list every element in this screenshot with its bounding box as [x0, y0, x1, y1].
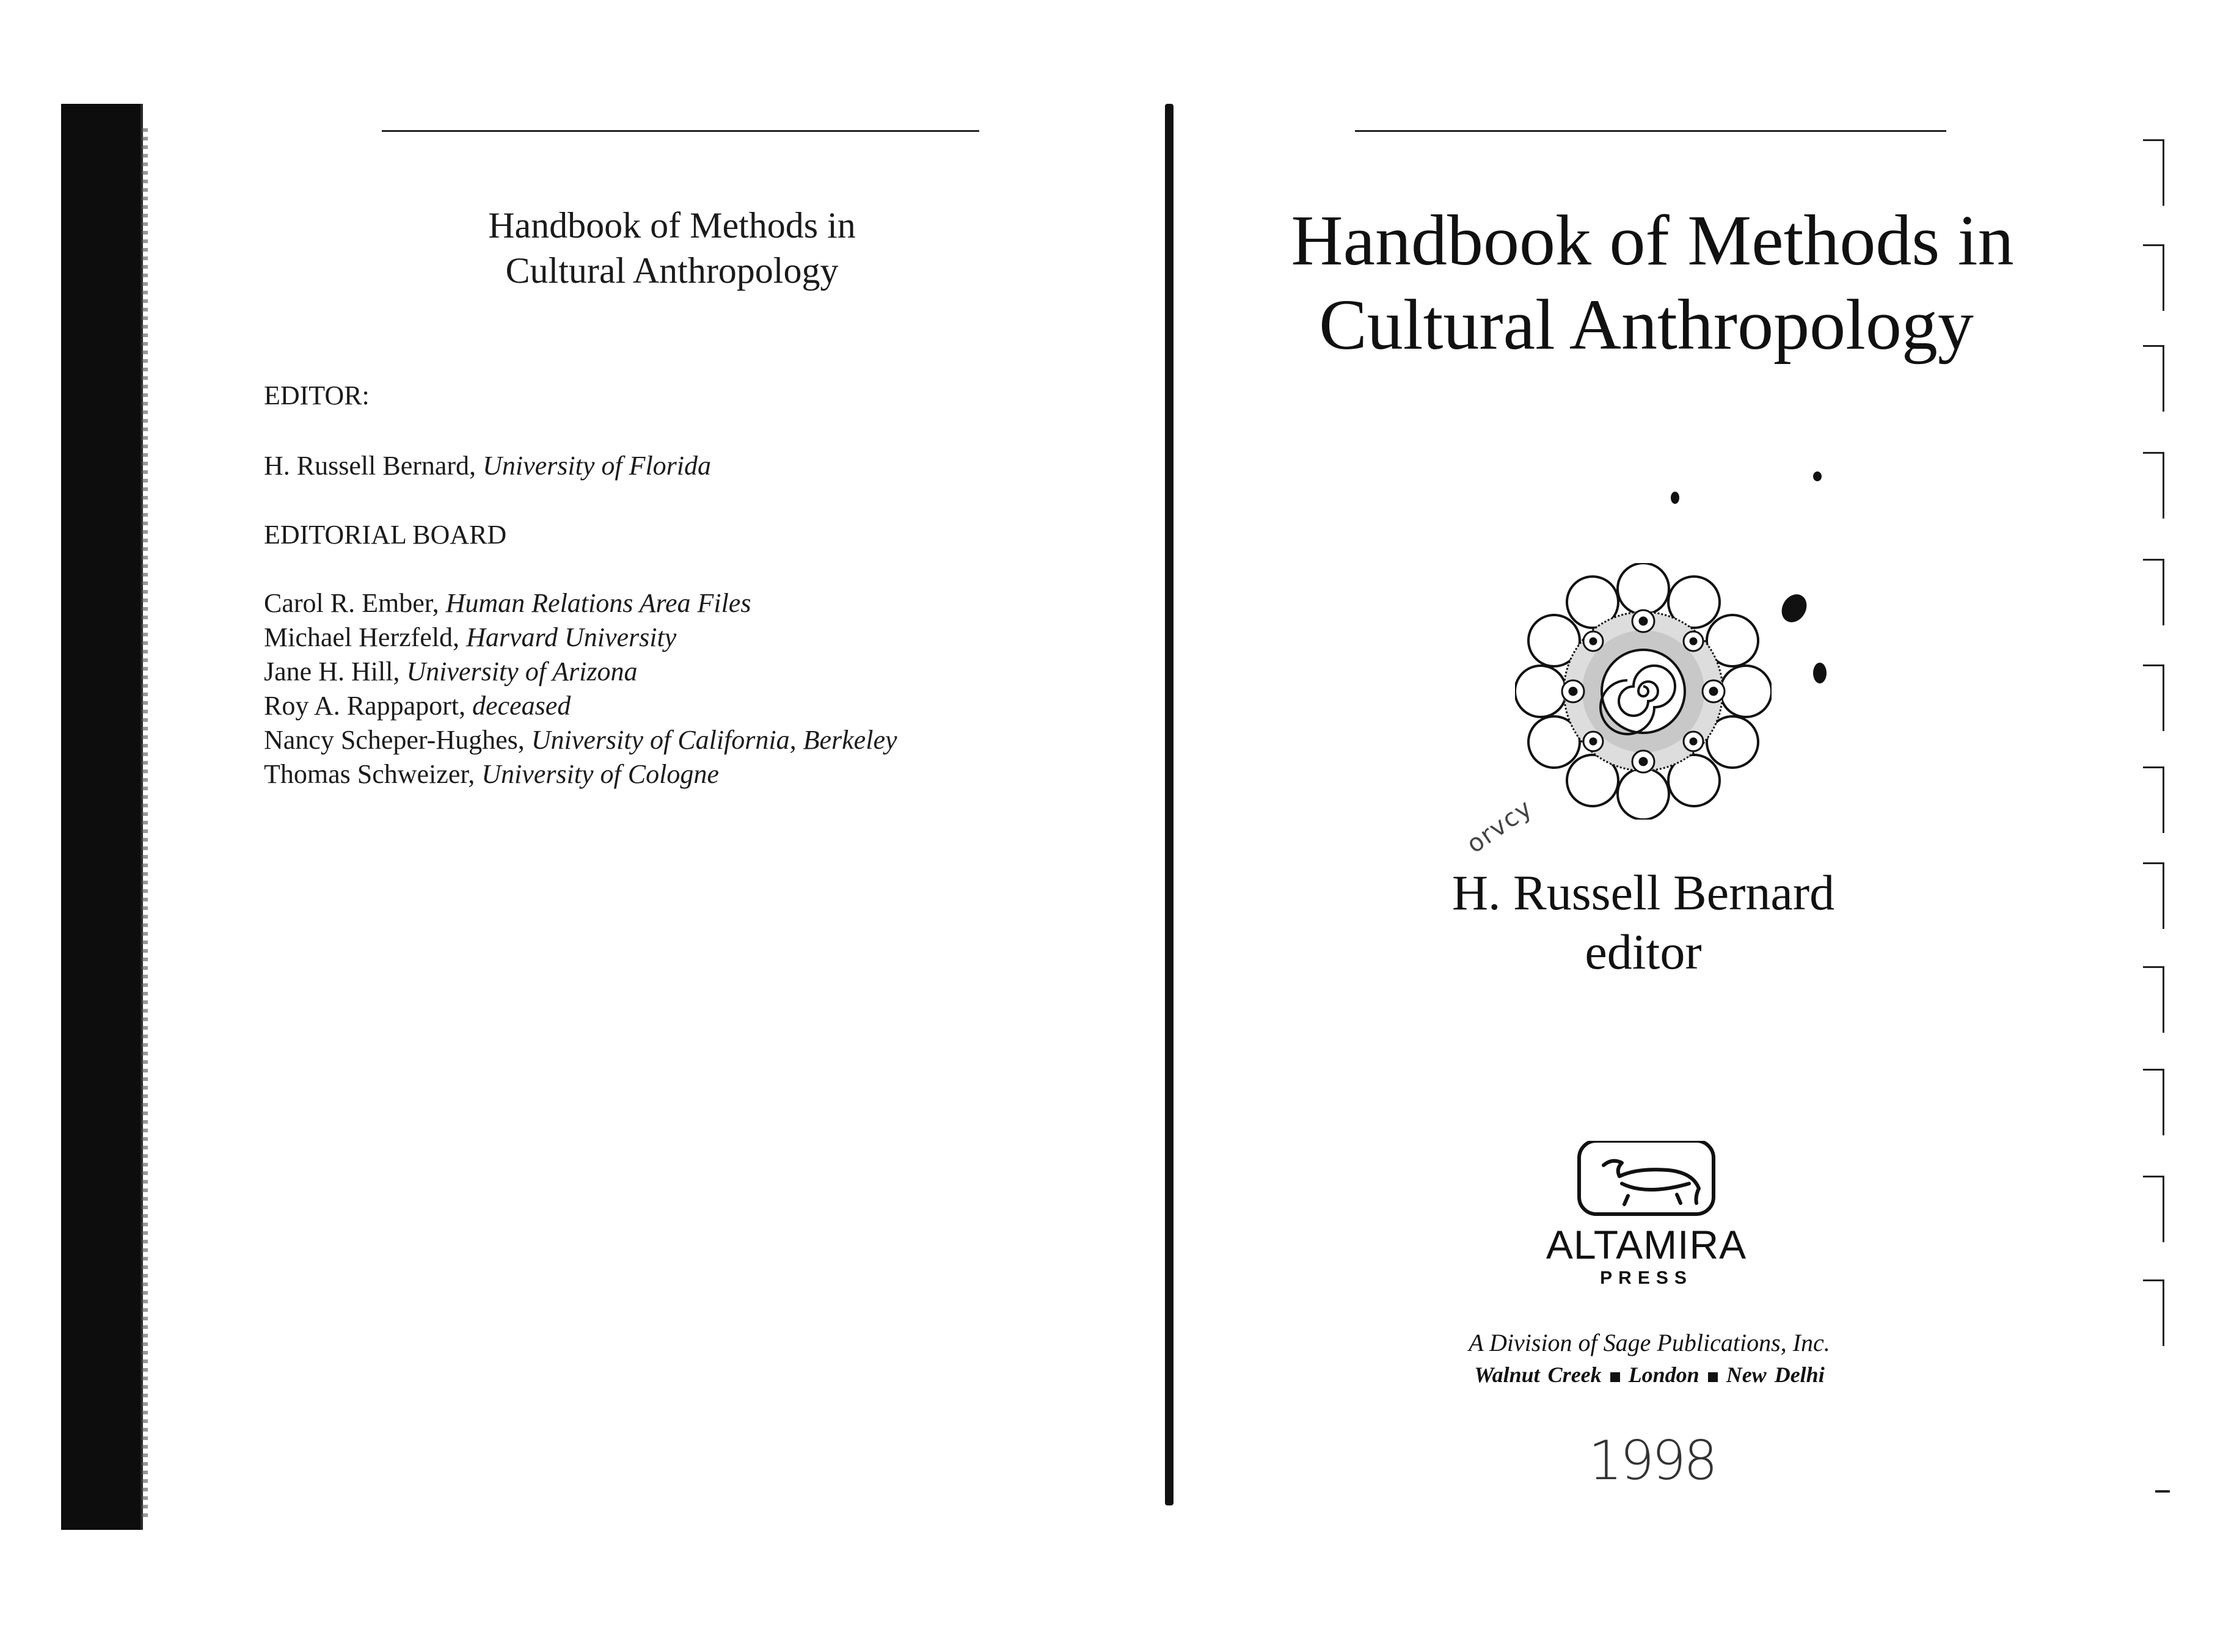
ink-speck: [1813, 663, 1827, 683]
publisher-press: PRESS: [1600, 1268, 1693, 1288]
board-member-name: Michael Herzfeld,: [264, 622, 460, 652]
board-member: [264, 586, 897, 620]
square-bullet-icon: [1708, 1372, 1718, 1382]
location: Walnut Creek: [1474, 1363, 1602, 1387]
location: New Delhi: [1726, 1363, 1825, 1387]
publisher-division: A Division of Sage Publications, Inc.: [1469, 1329, 1830, 1356]
handwritten-note: orvcy: [1461, 793, 1538, 859]
top-rule: [1355, 130, 1946, 132]
binding-mark: [2143, 1069, 2164, 1135]
title-page-title: [1210, 198, 2095, 367]
binding-mark: [2143, 1279, 2164, 1346]
editorial-board-list: [264, 586, 897, 791]
publisher-wordmark: ALTAMIRA: [1546, 1222, 1747, 1267]
publisher-locations: [1344, 1362, 1955, 1388]
half-title: [397, 203, 947, 293]
binding-mark: [2143, 559, 2164, 625]
editor-affiliation: University of Florida: [483, 451, 712, 481]
location: London: [1628, 1363, 1699, 1387]
board-member: [264, 655, 897, 689]
board-member: [264, 689, 897, 723]
board-member-name: Nancy Scheper-Hughes,: [264, 725, 525, 755]
binding-mark: [2143, 1176, 2164, 1242]
title-line: Cultural Anthropology: [1319, 285, 1974, 365]
board-member-affiliation: University of California, Berkeley: [531, 725, 897, 755]
binding-mark: [2143, 966, 2164, 1033]
board-member: [264, 620, 897, 655]
board-member-affiliation: deceased: [472, 691, 571, 721]
binding-mark: [2143, 139, 2164, 206]
board-member-affiliation: Harvard University: [466, 622, 677, 652]
board-member-name: Carol R. Ember,: [264, 588, 439, 618]
book-spine-shadow: [61, 104, 143, 1530]
board-member-affiliation: University of Arizona: [406, 657, 638, 686]
editor-role: editor: [1585, 924, 1702, 980]
board-member-affiliation: Human Relations Area Files: [445, 588, 751, 618]
binding-mark: [2143, 345, 2164, 412]
board-member: [264, 723, 897, 757]
board-member: [264, 757, 897, 791]
board-member-name: Jane H. Hill,: [264, 657, 400, 686]
binding-mark: [2143, 766, 2164, 833]
ink-speck: [1671, 492, 1679, 504]
editor-name: H. Russell Bernard: [1451, 865, 1835, 920]
binding-mark: [2143, 664, 2164, 731]
square-bullet-icon: [1610, 1372, 1620, 1382]
spine-edge-speckle: [142, 128, 148, 1521]
title-line: Handbook of Methods in: [1291, 200, 2014, 280]
binding-dash: [2155, 1490, 2170, 1493]
editor-name: H. Russell Bernard,: [264, 451, 476, 481]
ink-speck: [1813, 471, 1822, 481]
binding-mark: [2143, 862, 2164, 929]
board-member-name: Thomas Schweizer,: [264, 759, 475, 789]
half-title-line: Handbook of Methods in: [488, 205, 856, 246]
board-member-affiliation: University of Cologne: [481, 759, 719, 789]
board-member-name: Roy A. Rappaport,: [264, 691, 465, 721]
rosette-icon: [1515, 563, 1772, 820]
binding-mark: [2143, 452, 2164, 519]
top-rule: [382, 130, 979, 132]
editorial-board-heading: EDITORIAL BOARD: [264, 520, 507, 550]
ink-speck: [1777, 590, 1812, 627]
binding-mark: [2143, 244, 2164, 311]
editor-entry: [264, 449, 711, 483]
page-gutter: [1165, 104, 1174, 1505]
handwritten-year: 1998: [1588, 1429, 1715, 1492]
editor-heading: EDITOR:: [264, 380, 370, 410]
half-title-line: Cultural Anthropology: [505, 250, 839, 291]
